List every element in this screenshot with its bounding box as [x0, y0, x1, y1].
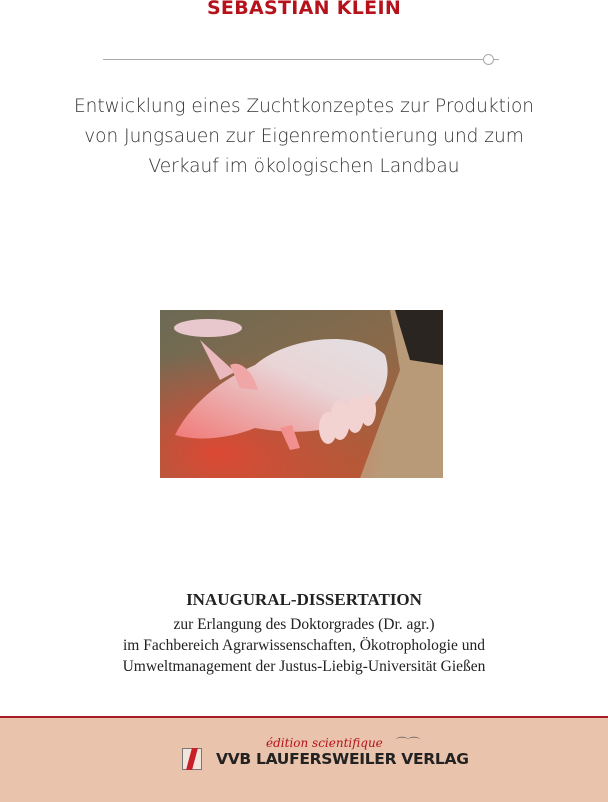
dissertation-heading: INAUGURAL-DISSERTATION — [186, 590, 422, 609]
cover-photo-sow-with-piglets — [160, 310, 443, 478]
publisher-name: VVB LAUFERSWEILER VERLAG — [216, 750, 469, 768]
dissertation-line: im Fachbereich Agrarwissenschaften, Ökotrophologie und — [122, 637, 485, 654]
title-line: Verkauf im ökologischen Landbau — [148, 156, 460, 177]
publisher-footer — [0, 716, 608, 802]
publisher-series: édition scientifique — [266, 736, 383, 750]
dissertation-line: Umweltmanagement der Justus-Liebig-Universität Gießen — [122, 658, 486, 675]
book-title — [0, 92, 608, 182]
divider-line — [103, 59, 483, 60]
title-line: Entwicklung eines Zuchtkonzeptes zur Produktion — [73, 96, 535, 117]
dissertation-block — [0, 590, 608, 677]
publisher-logo-icon — [182, 748, 202, 770]
title-line: von Jungsauen zur Eigenremontierung und zum — [84, 126, 524, 147]
bird-icon: ⌒⌒ — [396, 736, 421, 750]
author-name: SEBASTIAN KLEIN — [206, 0, 402, 19]
dissertation-line: zur Erlangung des Doktorgrades (Dr. agr.) — [173, 616, 435, 633]
divider-tail — [493, 59, 499, 60]
